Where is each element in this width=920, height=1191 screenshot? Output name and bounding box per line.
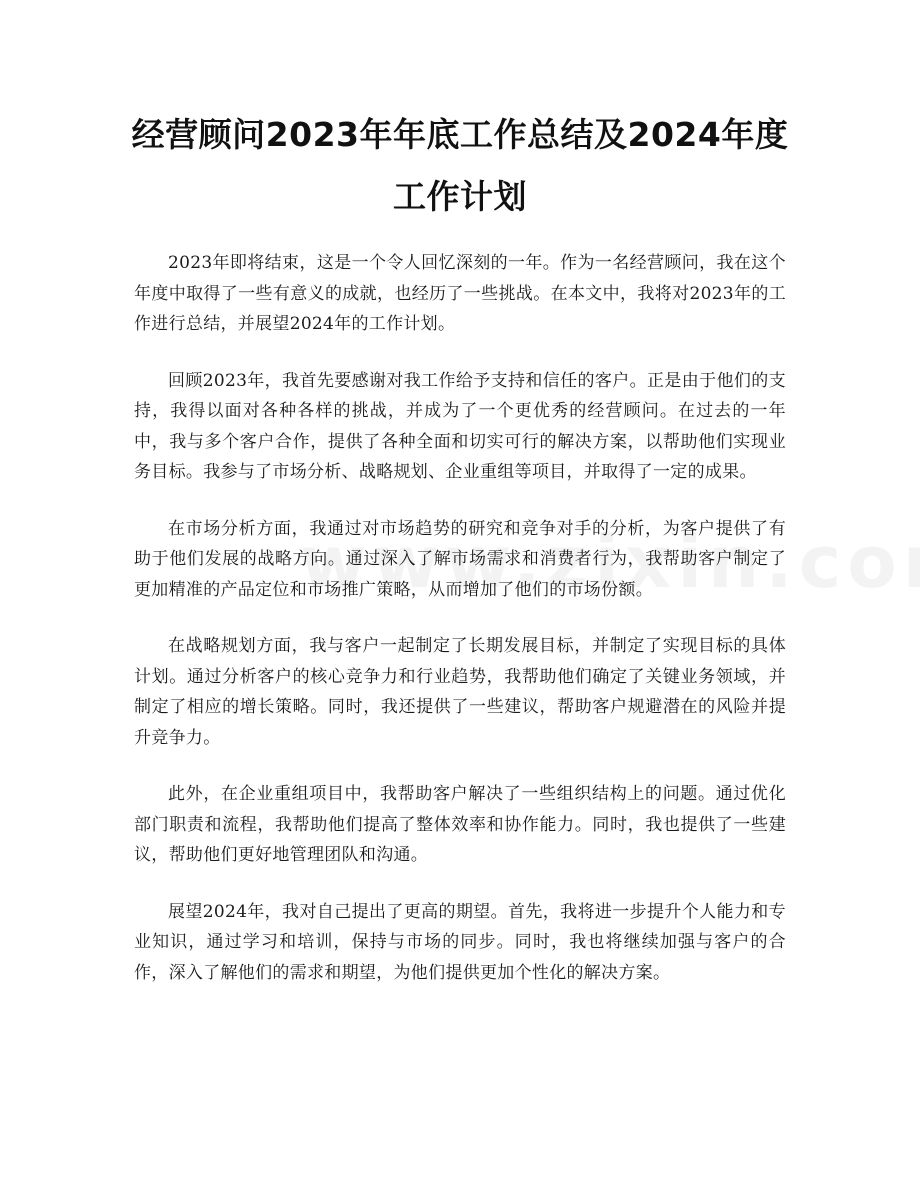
document-title — [120, 104, 800, 228]
paragraph-market-analysis: 在市场分析方面，我通过对市场趋势的研究和竞争对手的分析，为客户提供了有助于他们发展的战略方向。通过深入了解市场需求和消费者行为，我帮助客户制定了更加精准的产品定位和市场推广策略，从而增加了他们的市场份额。 — [134, 518, 786, 600]
paragraph-restructuring: 此外，在企业重组项目中，我帮助客户解决了一些组织结构上的问题。通过优化部门职责和流程，我帮助他们提高了整体效率和协作能力。同时，我也提供了一些建议，帮助他们更好地管理团队和沟通。 — [134, 784, 786, 865]
title-line-1: 经营顾问2023年年底工作总结及2024年度 — [131, 115, 789, 154]
paragraph-strategy-planning: 在战略规划方面，我与客户一起制定了长期发展目标，并制定了实现目标的具体计划。通过分析客户的核心竞争力和行业趋势，我帮助他们确定了关键业务领域，并制定了相应的增长策略。同时，我还提供了一些建议，帮助客户规避潜在的风险并提升竞争力。 — [134, 636, 786, 748]
paragraph-outlook: 展望2024年，我对自己提出了更高的期望。首先，我将进一步提升个人能力和专业知识，通过学习和培训，保持与市场的同步。同时，我也将继续加强与客户的合作，深入了解他们的需求和期望，为他们提供更加个性化的解决方案。 — [134, 901, 786, 983]
document-body — [134, 248, 786, 1014]
paragraph-intro: 2023年即将结束，这是一个令人回忆深刻的一年。作为一名经营顾问，我在这个年度中取得了一些有意义的成就，也经历了一些挑战。在本文中，我将对2023年的工作进行总结，并展望2024年的工作计划。 — [134, 253, 786, 334]
paragraph-review: 回顾2023年，我首先要感谢对我工作给予支持和信任的客户。正是由于他们的支持，我得以面对各种各样的挑战，并成为了一个更优秀的经营顾问。在过去的一年中，我与多个客户合作，提供了各种全面和切实可行的解决方案，以帮助他们实现业务目标。我参与了市场分析、战略规划、企业重组等项目，并取得了一定的成果。 — [134, 370, 786, 482]
title-line-2: 工作计划 — [393, 177, 527, 216]
